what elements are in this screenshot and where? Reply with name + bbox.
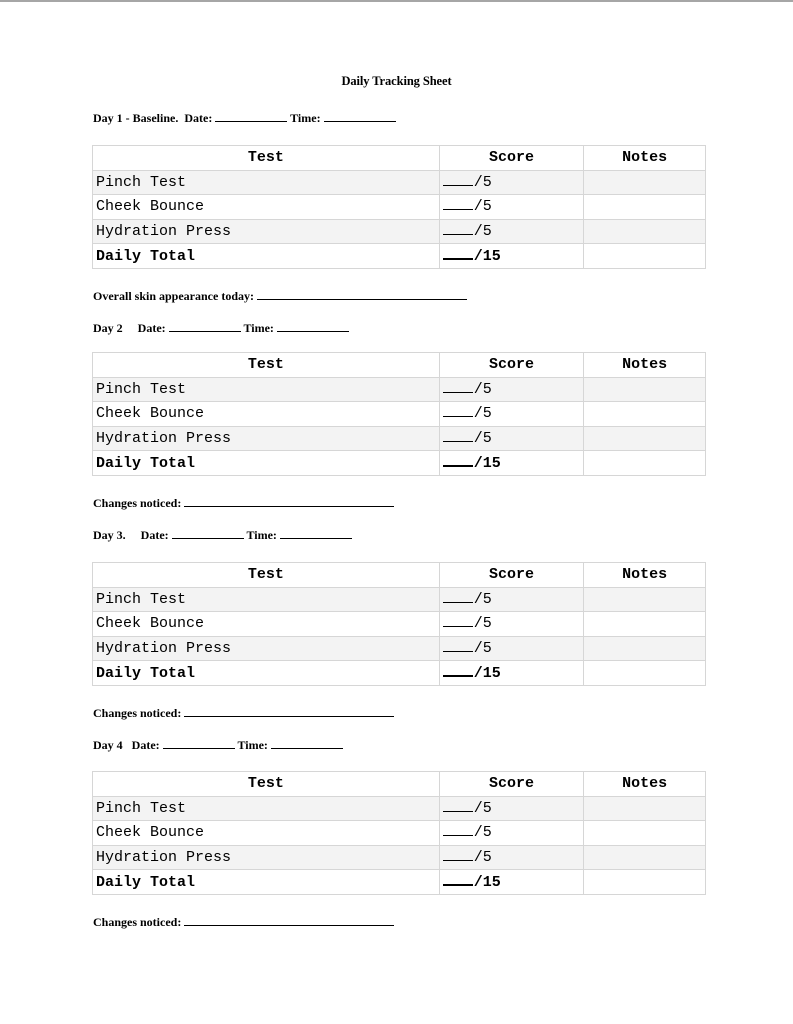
score-blank[interactable] [443,870,473,886]
notes-cell[interactable] [584,219,706,244]
day-3-score-table [92,562,706,686]
table-row [93,219,706,244]
test-name: Daily Total [93,451,440,476]
day-1-footer [93,288,467,304]
score-blank[interactable] [443,244,473,260]
notes-cell[interactable] [584,612,706,637]
day-4-header [93,737,343,753]
day-label: Day 3. [93,528,141,542]
table-row [93,821,706,846]
date-field[interactable] [163,737,235,749]
footer-field[interactable] [257,288,467,300]
score-max: /15 [473,248,501,265]
table-row [93,377,706,402]
test-name: Cheek Bounce [93,821,440,846]
header-score: Score [439,772,584,797]
test-name: Hydration Press [93,636,440,661]
score-cell[interactable] [439,195,584,220]
table-row [93,612,706,637]
test-name: Daily Total [93,870,440,895]
score-blank[interactable] [443,821,473,836]
date-field[interactable] [169,320,241,332]
notes-cell[interactable] [584,451,706,476]
notes-cell[interactable] [584,796,706,821]
day-label: Day 1 - Baseline. [93,111,185,125]
date-field[interactable] [172,527,244,539]
notes-cell[interactable] [584,587,706,612]
header-test: Test [93,563,440,588]
day-3-header [93,527,352,543]
test-name: Pinch Test [93,377,440,402]
score-cell[interactable] [439,170,584,195]
score-cell[interactable] [439,426,584,451]
test-name: Cheek Bounce [93,195,440,220]
score-max: /5 [473,824,492,842]
date-label: Date: [184,111,213,125]
score-cell[interactable] [439,219,584,244]
score-max: /5 [473,799,492,817]
test-name: Daily Total [93,244,440,269]
score-cell[interactable] [439,612,584,637]
notes-cell[interactable] [584,426,706,451]
score-blank[interactable] [443,378,473,393]
header-notes: Notes [584,563,706,588]
date-label: Date: [140,528,169,542]
table-row [93,402,706,427]
score-cell[interactable] [439,377,584,402]
score-cell[interactable] [439,636,584,661]
header-notes: Notes [584,353,706,378]
table-row [93,636,706,661]
header-test: Test [93,353,440,378]
date-field[interactable] [215,110,287,122]
notes-cell[interactable] [584,845,706,870]
time-label: Time: [237,738,268,752]
table-row [93,451,706,476]
notes-cell[interactable] [584,821,706,846]
day-2-footer [93,495,394,511]
notes-cell[interactable] [584,636,706,661]
notes-cell[interactable] [584,870,706,895]
score-blank[interactable] [443,451,473,467]
header-test: Test [93,772,440,797]
test-name: Hydration Press [93,219,440,244]
score-cell[interactable] [439,451,584,476]
score-blank[interactable] [443,588,473,603]
score-blank[interactable] [443,797,473,812]
table-row [93,426,706,451]
footer-field[interactable] [184,495,394,507]
date-label: Date: [137,321,166,335]
notes-cell[interactable] [584,244,706,269]
score-blank[interactable] [443,637,473,652]
score-max: /5 [473,615,492,633]
test-name: Pinch Test [93,796,440,821]
header-notes: Notes [584,772,706,797]
test-name: Pinch Test [93,170,440,195]
time-label: Time: [290,111,321,125]
score-max: /5 [473,198,492,216]
table-row [93,845,706,870]
top-border [0,0,793,2]
score-max: /5 [473,848,492,866]
day-4-score-table [92,771,706,895]
score-cell[interactable] [439,845,584,870]
score-blank[interactable] [443,427,473,442]
score-blank[interactable] [443,661,473,677]
test-name: Cheek Bounce [93,612,440,637]
footer-label: Changes noticed: [93,496,182,510]
header-notes: Notes [584,146,706,171]
score-max: /5 [473,429,492,447]
score-max: /5 [473,405,492,423]
day-4-footer [93,914,394,930]
score-cell[interactable] [439,587,584,612]
score-blank[interactable] [443,612,473,627]
score-cell[interactable] [439,661,584,686]
time-field[interactable] [324,110,396,122]
header-score: Score [439,563,584,588]
day-label: Day 4 [93,738,132,752]
score-max: /5 [473,380,492,398]
notes-cell[interactable] [584,195,706,220]
table-row [93,870,706,895]
notes-cell[interactable] [584,402,706,427]
score-blank[interactable] [443,195,473,210]
table-header-row [93,772,706,797]
header-score: Score [439,146,584,171]
day-label: Day 2 [93,321,138,335]
day-2-score-table [92,352,706,476]
score-blank[interactable] [443,402,473,417]
time-label: Time: [246,528,277,542]
day-1-score-table [92,145,706,269]
score-cell[interactable] [439,870,584,895]
time-field[interactable] [277,320,349,332]
table-row [93,661,706,686]
footer-label: Changes noticed: [93,706,182,720]
table-row [93,796,706,821]
table-row [93,244,706,269]
footer-field[interactable] [184,705,394,717]
date-label: Date: [131,738,160,752]
header-test: Test [93,146,440,171]
table-header-row [93,353,706,378]
test-name: Cheek Bounce [93,402,440,427]
header-score: Score [439,353,584,378]
footer-label: Overall skin appearance today: [93,289,254,303]
score-cell[interactable] [439,821,584,846]
score-blank[interactable] [443,846,473,861]
test-name: Hydration Press [93,426,440,451]
day-2-header [93,320,349,336]
day-1-header [93,110,396,126]
test-name: Daily Total [93,661,440,686]
day-3-footer [93,705,394,721]
score-max: /5 [473,590,492,608]
time-field[interactable] [271,737,343,749]
footer-label: Changes noticed: [93,915,182,929]
notes-cell[interactable] [584,661,706,686]
score-max: /15 [473,455,501,472]
test-name: Pinch Test [93,587,440,612]
score-max: /15 [473,665,501,682]
notes-cell[interactable] [584,377,706,402]
score-max: /5 [473,173,492,191]
score-max: /5 [473,222,492,240]
table-row [93,587,706,612]
score-max: /15 [473,874,501,891]
table-header-row [93,146,706,171]
table-header-row [93,563,706,588]
score-cell[interactable] [439,402,584,427]
page-title: Daily Tracking Sheet [341,74,452,88]
table-row [93,170,706,195]
score-blank[interactable] [443,171,473,186]
score-cell[interactable] [439,244,584,269]
time-label: Time: [243,321,274,335]
score-cell[interactable] [439,796,584,821]
time-field[interactable] [280,527,352,539]
score-max: /5 [473,639,492,657]
score-blank[interactable] [443,220,473,235]
notes-cell[interactable] [584,170,706,195]
test-name: Hydration Press [93,845,440,870]
table-row [93,195,706,220]
footer-field[interactable] [184,914,394,926]
